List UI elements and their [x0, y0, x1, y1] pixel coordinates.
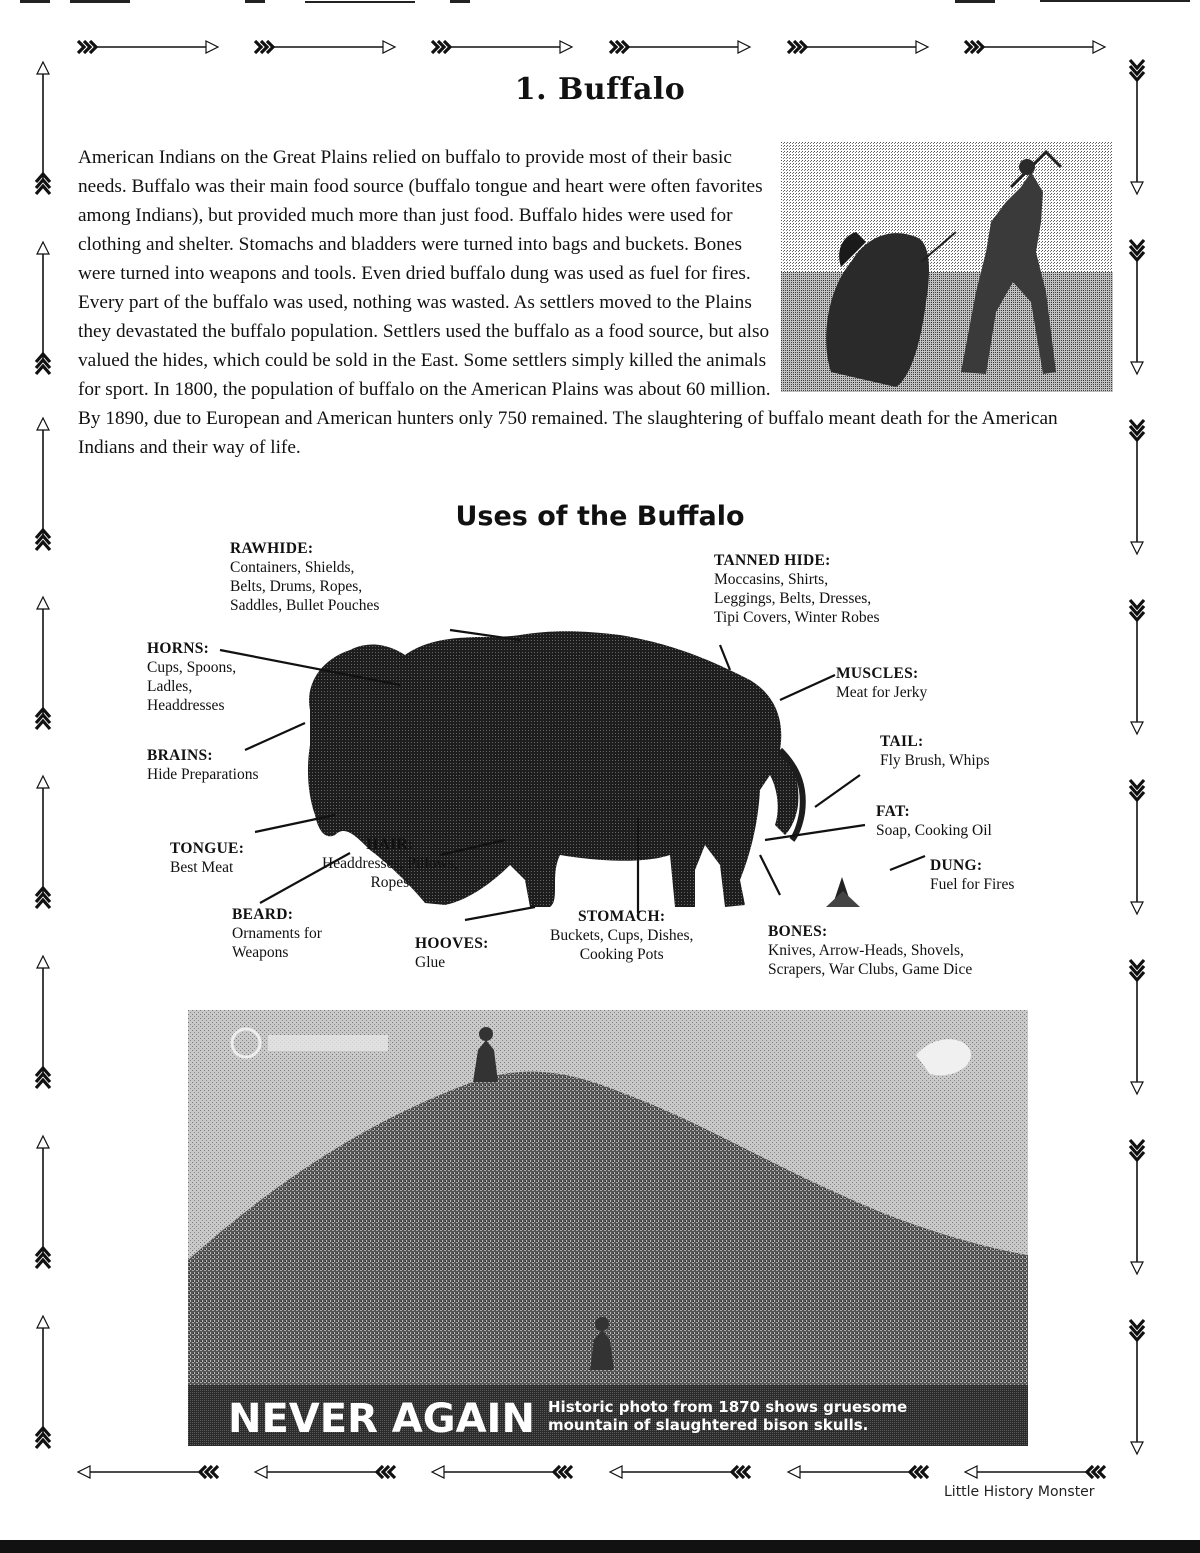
border-arrow	[36, 242, 50, 374]
use-description-line: Scrapers, War Clubs, Game Dice	[768, 961, 973, 978]
use-description-line: Headdresses	[147, 697, 225, 714]
use-description-line: Fuel for Fires	[930, 876, 1015, 893]
use-description-line: Weapons	[232, 944, 289, 961]
use-part-name: BRAINS:	[147, 747, 213, 764]
use-description-line: Saddles, Bullet Pouches	[230, 597, 380, 614]
use-part-name: BONES:	[768, 923, 828, 940]
use-label	[930, 856, 1014, 894]
use-description-line: Containers, Shields,	[230, 559, 355, 576]
border-arrow	[78, 41, 218, 53]
use-part-name: DUNG:	[930, 857, 983, 874]
use-label	[836, 664, 927, 702]
use-part-name: BEARD:	[232, 906, 294, 923]
border-arrow	[36, 1136, 50, 1268]
use-label	[415, 934, 489, 972]
border-arrow	[432, 1466, 572, 1478]
use-description-line: Glue	[415, 954, 446, 971]
use-label	[147, 639, 236, 715]
page-title: 1. Buffalo	[514, 72, 686, 107]
border-arrow	[432, 41, 572, 53]
use-description-line: Leggings, Belts, Dresses,	[714, 590, 872, 607]
uses-section-title: Uses of the Buffalo	[455, 501, 745, 532]
border-arrow	[1130, 600, 1144, 734]
use-description-line: Buckets, Cups, Dishes,	[550, 927, 694, 944]
use-label	[714, 551, 880, 627]
border-arrow	[1130, 780, 1144, 914]
use-description-line: Ladles,	[147, 678, 193, 695]
use-description-line: Cups, Spoons,	[147, 659, 237, 676]
use-part-name: RAWHIDE:	[230, 540, 314, 557]
use-description-line: Headdresses, Pillows,	[322, 855, 458, 872]
bottom-scan-bar	[0, 1540, 1200, 1553]
border-arrow	[36, 597, 50, 729]
use-description-line: Knives, Arrow-Heads, Shovels,	[768, 942, 964, 959]
intro-paragraph	[78, 143, 1113, 462]
use-label	[550, 907, 693, 964]
border-arrow	[1130, 960, 1144, 1094]
credit-text: Little History Monster	[944, 1484, 1095, 1500]
use-part-name: TANNED HIDE:	[714, 552, 831, 569]
historic-skull-pile-photo	[188, 1010, 1028, 1446]
border-arrow	[255, 1466, 395, 1478]
use-description-line: Meat for Jerky	[836, 684, 928, 701]
border-arrow	[965, 41, 1105, 53]
border-arrow	[610, 41, 750, 53]
use-description-line: Moccasins, Shirts,	[714, 571, 829, 588]
use-part-name: MUSCLES:	[836, 665, 919, 682]
border-arrow	[36, 776, 50, 908]
border-arrow	[1130, 1140, 1144, 1274]
border-arrow	[78, 1466, 218, 1478]
border-arrow	[1130, 420, 1144, 554]
use-description-line: Soap, Cooking Oil	[876, 822, 992, 839]
use-label	[230, 539, 379, 615]
use-description-line: Tipi Covers, Winter Robes	[714, 609, 880, 626]
border-arrow	[1130, 1320, 1144, 1454]
use-part-name: TONGUE:	[170, 840, 245, 857]
use-label	[232, 905, 322, 962]
buffalo-hunt-illustration	[781, 142, 1113, 392]
use-part-name: FAT:	[876, 803, 910, 820]
use-label	[147, 746, 258, 784]
border-arrow	[965, 1466, 1105, 1478]
use-description-line: Best Meat	[170, 859, 234, 876]
border-arrow	[36, 1316, 50, 1448]
photo-caption-line2: mountain of slaughtered bison skulls.	[548, 1416, 869, 1434]
border-arrow	[788, 1466, 928, 1478]
use-label	[170, 839, 244, 877]
use-part-name: HOOVES:	[415, 935, 489, 952]
border-arrow	[788, 41, 928, 53]
use-description-line: Cooking Pots	[579, 946, 664, 963]
use-part-name: HORNS:	[147, 640, 210, 657]
uses-diagram	[120, 535, 1080, 1005]
use-part-name: STOMACH:	[578, 908, 666, 925]
border-arrow	[255, 41, 395, 53]
use-part-name: HAIR:	[366, 836, 414, 853]
photo-headline: NEVER AGAIN	[228, 1396, 535, 1442]
use-label	[322, 835, 458, 892]
use-description-line: Ropes	[370, 874, 410, 891]
intro-text: American Indians on the Great Plains relied on buffalo to provide most of their basic needs. Buffalo was their main food source (buffalo tongue and heart were often favorites among Indians), but provided much more than just food. Buffalo hides were used for clothing and shelter. Stomachs and bladders were turned into bags and buckets. Bones were turned into weapons and tools. Even dried buffalo dung was used as fuel for fires. Every part of the buffalo was used, nothing was wasted. As settlers moved to the Plains they devastated the buffalo population. Settlers used the buffalo as a food source, but also valued the hides, which could be sold in the East. Some settlers simply killed the animals for sport. In 1800, the population of buffalo on the American Plains was about 60 million. By 1890, due to European and American hunters only 750 remained. The slaughtering of buffalo meant death for the American Indians and their way of life.	[78, 147, 1058, 458]
use-label	[880, 732, 990, 770]
photo-caption-line1: Historic photo from 1870 shows gruesome	[548, 1398, 908, 1416]
use-description-line: Ornaments for	[232, 925, 322, 942]
use-part-name: TAIL:	[880, 733, 924, 750]
border-arrow	[36, 956, 50, 1088]
use-description-line: Fly Brush, Whips	[880, 752, 990, 769]
border-arrow	[1130, 240, 1144, 374]
use-label	[768, 922, 972, 979]
border-arrow	[610, 1466, 750, 1478]
use-label	[876, 802, 992, 840]
use-description-line: Belts, Drums, Ropes,	[230, 578, 363, 595]
use-description-line: Hide Preparations	[147, 766, 259, 783]
